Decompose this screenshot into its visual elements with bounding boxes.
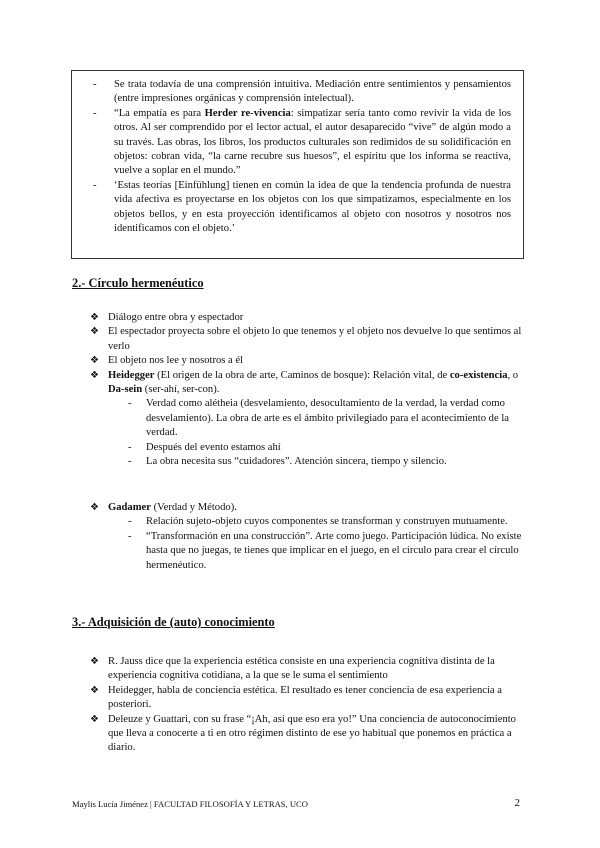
dash-bullet: -: [128, 441, 132, 453]
list-item-gadamer: [90, 501, 526, 573]
section-2-list: [90, 311, 526, 469]
footer-author: Maylis Lucía Jiménez | FACULTAD FILOSOFÍA Y LETRAS, UCO: [72, 799, 308, 809]
list-item-text: Diálogo entre obra y espectador: [108, 312, 244, 323]
list-item-text: Deleuze y Guattari, con su frase “¡Ah, así que eso era yo!” Una conciencia de autoconocimiento que lleva a conocerte a ti en otro régimen distinto de ese yo habitual que ponemos en práctica a diario.: [108, 713, 516, 754]
list-item-text: (ser-ahí, ser-con).: [142, 384, 220, 396]
list-item: [89, 78, 511, 107]
bold-term: Da-sein: [108, 384, 143, 396]
list-item: [89, 179, 511, 237]
diamond-bullet-icon: ❖: [90, 312, 99, 323]
list-item-text-post: : simpatizar sería tanto como revivir la vida de los otros. Al ser comprendido por el lector actual, el autor desaparecido “vive” de algún modo a su través. Las obras, los libros, los productos culturales son redimidos de su solidificación en objetos: cobran vida, “la carne recubre sus huesos”, el espíritu que los informa se reactiva, vuelve a soplar en el mundo.”: [114, 107, 511, 177]
bold-term: Herder re-vivencia: [204, 107, 291, 119]
page-footer: [72, 797, 526, 813]
dash-bullet: -: [93, 179, 97, 191]
sub-list-item: [108, 515, 526, 529]
gadamer-sublist: [108, 515, 526, 573]
list-item-text: R. Jauss dice que la experiencia estética consiste en una experiencia cognitiva distinta de la experiencia cognitiva cotidiana, a la que se le suma el sentimiento: [108, 656, 495, 682]
diamond-bullet-icon: ❖: [90, 684, 99, 696]
diamond-bullet-icon: ❖: [90, 713, 99, 725]
quote-box: [71, 70, 524, 259]
list-item-text: (El origen de la obra de arte, Caminos de bosque): Relación vital, de: [154, 369, 450, 381]
section-2-heading: 2.- Círculo hermenéutico: [72, 276, 204, 290]
dash-bullet: -: [128, 456, 132, 468]
dash-bullet: -: [128, 516, 132, 528]
diamond-bullet-icon: ❖: [90, 326, 99, 338]
list-item: [90, 325, 526, 354]
bold-term: Gadamer: [108, 502, 151, 513]
diamond-bullet-icon: ❖: [90, 656, 99, 667]
sub-list-item: [108, 530, 526, 573]
list-item-text: Se trata todavía de una comprensión intuitiva. Mediación entre sentimientos y pensamientos (entre impresiones orgánicas y comprensión intelectual).: [114, 79, 511, 105]
sub-list-item-text: Verdad como alétheia (desvelamiento, desocultamiento de la verdad, la verdad como desvelamiento). La obra de arte es el ámbito privilegiado para el acontecimiento de la verdad.: [146, 398, 509, 439]
list-item-heidegger: [90, 369, 526, 470]
dash-bullet: -: [128, 530, 132, 542]
diamond-bullet-icon: ❖: [90, 355, 99, 367]
bold-term: co-existencia: [449, 369, 508, 381]
sub-list-item: [108, 397, 526, 440]
diamond-bullet-icon: ❖: [90, 369, 99, 381]
sub-list-item: [108, 455, 526, 469]
list-item-text: ‘Estas teorías [Einfühlung] tienen en común la idea de que la tendencia profunda de nuestra vida afectiva es proyectarse en los objetos con los que simpatizamos, especialmente en los objetos bellos, y en esta proyección identificamos al objeto con nosotros y nosotros nos identificamos con el objeto.’: [114, 179, 511, 235]
diamond-bullet-icon: ❖: [90, 502, 99, 513]
dash-bullet: -: [128, 398, 132, 410]
sub-list-item-text: “Transformación en una construcción”. Arte como juego. Participación lúdica. No existe hasta que no juegas, te tienes que implicar en el juego, en el círculo para crear el círculo hermenéutico.: [146, 530, 522, 571]
sub-list-item-text: Después del evento estamos ahí: [146, 441, 281, 453]
bold-term: Heidegger: [108, 369, 155, 381]
section-3-heading: 3.- Adquisición de (auto) conocimiento: [72, 615, 275, 629]
heidegger-sublist: [108, 397, 526, 469]
sub-list-item-text: La obra necesita sus “cuidadores”. Atención sincera, tiempo y silencio.: [146, 456, 447, 468]
page-number: 2: [514, 797, 520, 809]
sub-list-item: [108, 441, 526, 455]
list-item: [90, 684, 526, 713]
section-3-list: [90, 655, 526, 756]
list-item-text: Heidegger, habla de conciencia estética. El resultado es tener conciencia de esa experiencia a posteriori.: [108, 684, 502, 711]
dash-bullet: -: [93, 107, 97, 119]
list-item-text-pre: “La empatía es para: [114, 107, 205, 119]
section-2-gadamer-list: [90, 501, 526, 573]
list-item-text: El objeto nos lee y nosotros a él: [108, 355, 244, 367]
list-item-text: (Verdad y Método).: [150, 502, 237, 513]
quote-list: [89, 78, 511, 236]
list-item-text: , o: [507, 369, 519, 381]
list-item-text: El espectador proyecta sobre el objeto lo que tenemos y el objeto nos devuelve lo que sentimos al verlo: [108, 326, 522, 352]
list-item: [90, 354, 526, 368]
list-item: [90, 311, 526, 325]
list-item: [89, 107, 511, 179]
list-item: [90, 655, 526, 684]
sub-list-item-text: Relación sujeto-objeto cuyos componentes se transforman y construyen mutuamente.: [146, 516, 508, 528]
dash-bullet: -: [93, 79, 97, 90]
list-item: [90, 713, 526, 756]
